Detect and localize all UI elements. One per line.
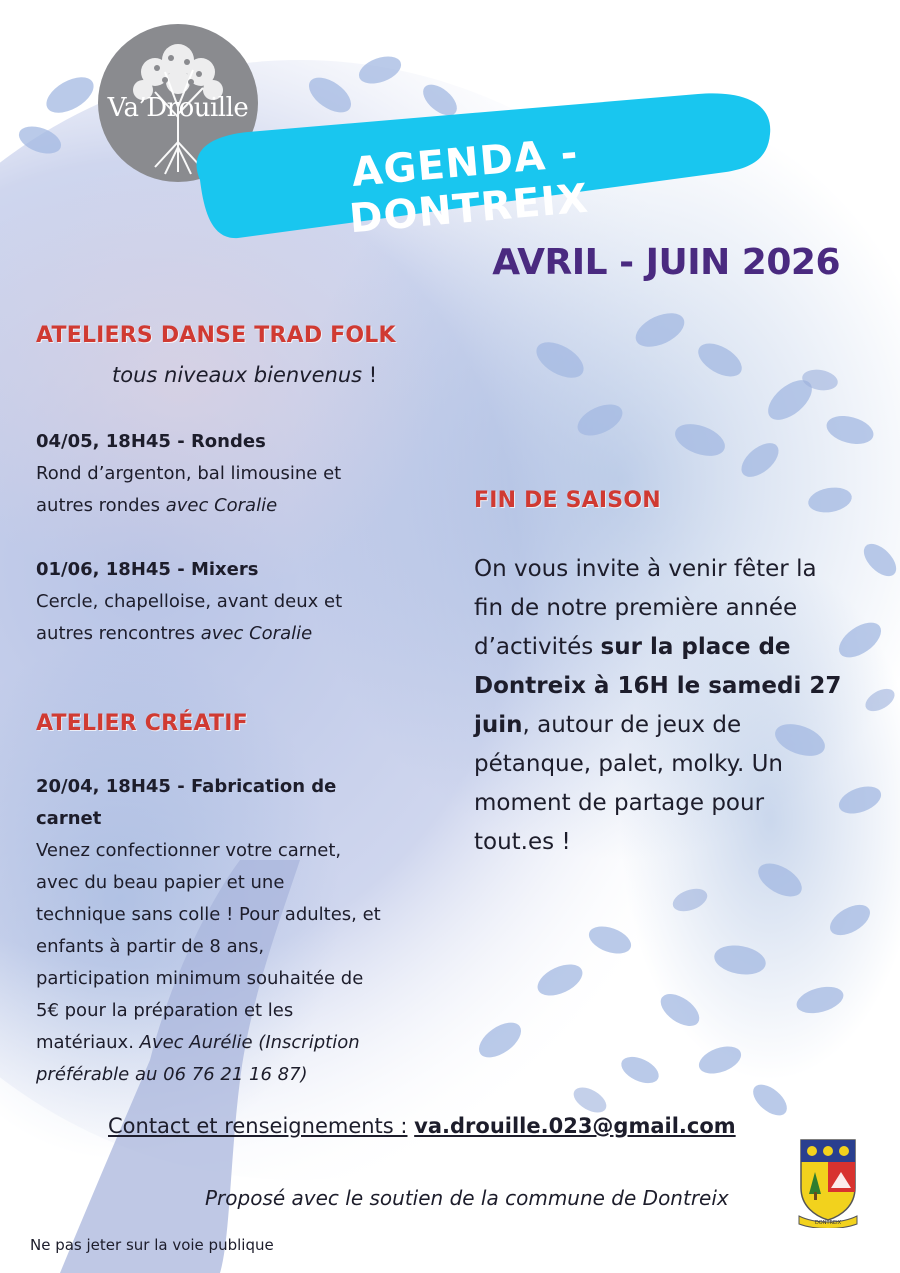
event-line: Rond d’argenton, bal limousine et — [36, 463, 342, 484]
event-line-with — [36, 490, 426, 522]
event-line: Cercle, chapelloise, avant deux et — [36, 591, 343, 612]
event-line: enfants à partir de 8 ans, — [36, 936, 265, 957]
contact-label: Contact et renseignements : — [108, 1114, 408, 1138]
event-line: avec du beau papier et une — [36, 872, 285, 893]
event-line: matériaux. — [36, 1032, 140, 1053]
page-title: AGENDA - DONTREIX — [347, 130, 591, 243]
danse-subtitle-text: tous niveaux bienvenus — [112, 363, 363, 387]
logo-wordmark: Va’Drouille — [107, 93, 249, 123]
event-line: Venez confectionner votre carnet, — [36, 840, 342, 861]
disposal-note: Ne pas jeter sur la voie publique — [30, 1236, 274, 1254]
crest-label: DONTREIX — [814, 1220, 842, 1226]
event-line: technique sans colle ! Pour adultes, et — [36, 904, 381, 925]
event-line-with — [36, 1027, 421, 1059]
danse-subtitle-end: ! — [362, 363, 378, 387]
saison-text: , autour de jeux de pétanque, palet, molky. Un moment de partage pour tout.es ! — [474, 712, 783, 855]
contact-line — [108, 1114, 736, 1138]
event-host: avec Coralie — [200, 623, 313, 644]
event-heading: 01/06, 18H45 - Mixers — [36, 559, 259, 580]
event-heading: carnet — [36, 808, 102, 829]
event-line: autres rencontres — [36, 623, 201, 644]
event-heading: 20/04, 18H45 - Fabrication de — [36, 776, 337, 797]
danse-subtitle — [112, 363, 377, 387]
event-host: avec Coralie — [165, 495, 278, 516]
event-line: participation minimum souhaitée de — [36, 968, 364, 989]
saison-text: On vous invite à venir fêter la fin de notre première année d’activités — [474, 556, 817, 660]
danse-section-title: ATELIERS DANSE TRAD FOLK — [36, 323, 396, 348]
coat-of-arms-icon — [795, 1136, 861, 1228]
event-rondes — [36, 426, 426, 522]
saison-section-title: FIN DE SAISON — [474, 488, 661, 513]
event-mixers — [36, 554, 426, 650]
event-heading: 04/05, 18H45 - Rondes — [36, 431, 266, 452]
event-host: Avec Aurélie (Inscription — [139, 1032, 360, 1053]
contact-email-link[interactable]: va.drouille.023@gmail.com — [414, 1114, 736, 1138]
event-line: 5€ pour la préparation et les — [36, 1000, 294, 1021]
event-registration: préférable au 06 76 21 16 87) — [36, 1064, 308, 1085]
support-note: Proposé avec le soutien de la commune de Dontreix — [205, 1186, 729, 1210]
event-line-with — [36, 618, 426, 650]
event-line: autres rondes — [36, 495, 166, 516]
saison-highlight: sur la place de Dontreix à 16H le samedi 27 juin — [474, 634, 842, 738]
event-carnet — [36, 771, 421, 1091]
period-heading: AVRIL - JUIN 2026 — [492, 242, 840, 283]
creatif-section-title: ATELIER CRÉATIF — [36, 711, 248, 736]
saison-paragraph — [474, 550, 844, 862]
